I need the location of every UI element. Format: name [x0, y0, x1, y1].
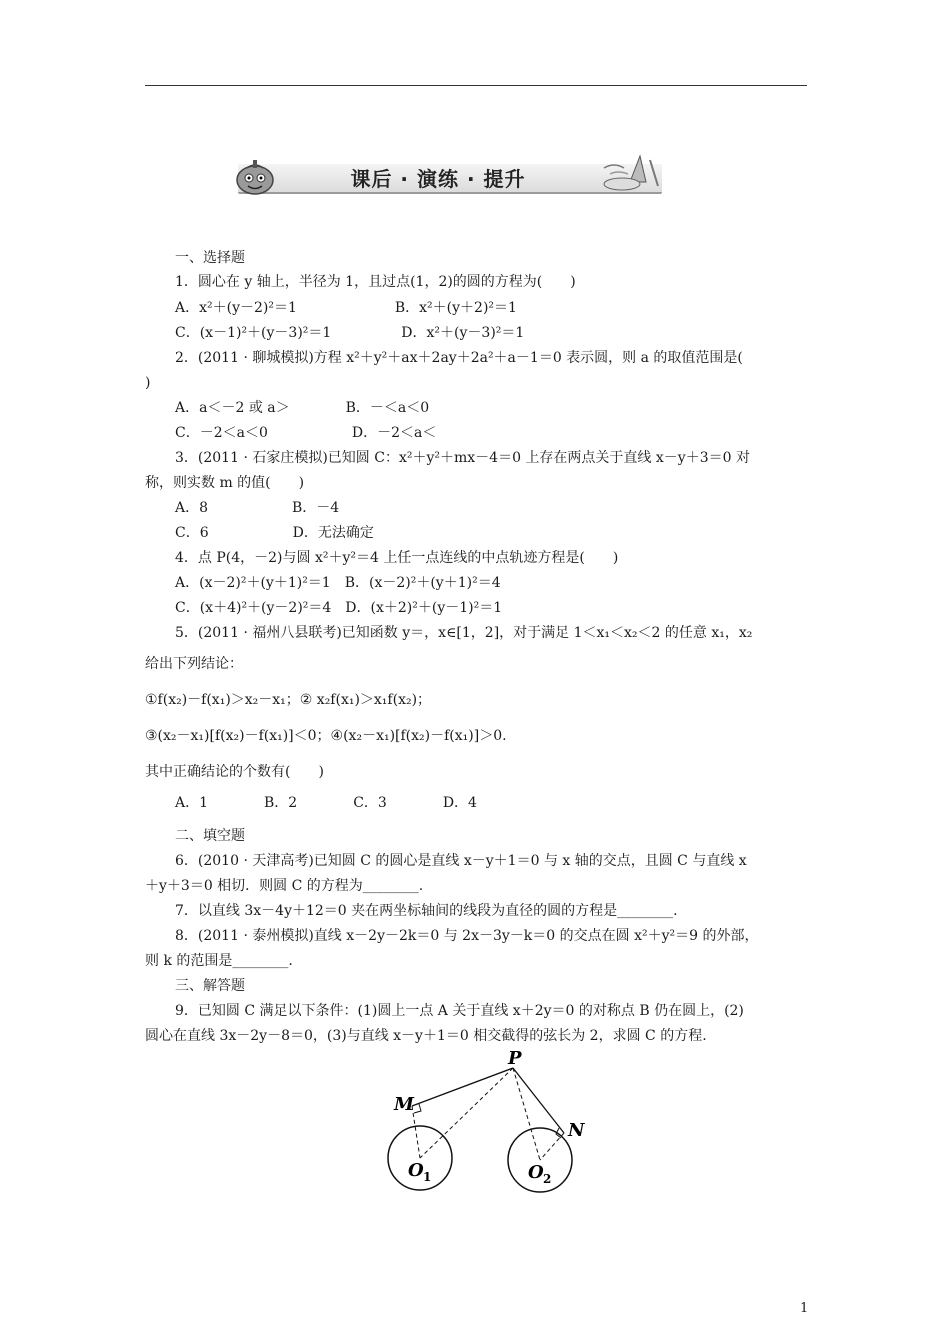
text-line: 一、选择题 — [175, 250, 245, 266]
page-number: 1 — [800, 1301, 809, 1316]
text-line: ①f(x₂)－f(x₁)＞x₂－x₁；② x₂f(x₁)＞x₁f(x₂)； — [145, 692, 432, 708]
text-line: C．6 D．无法确定 — [175, 525, 374, 541]
text-line: 给出下列结论： — [145, 656, 243, 672]
text-line: A．a＜－2 或 a＞ B．－＜a＜0 — [175, 400, 430, 416]
section-banner — [228, 152, 664, 198]
text-line: 7．以直线 3x－4y＋12＝0 夹在两坐标轴间的线段为直径的圆的方程是________. — [175, 903, 678, 919]
label-M: M — [394, 1094, 414, 1115]
text-line: 3．(2011 · 石家庄模拟)已知圆 C：x²＋y²＋mx－4＝0 上存在两点关于直线 x－y＋3＝0 对 — [175, 450, 750, 466]
line-PO2 — [513, 1068, 540, 1160]
text-line: 三、解答题 — [175, 978, 245, 994]
text-line: C．－2＜a＜0 D．－2＜a＜ — [175, 425, 437, 441]
two-circles-tangent-figure — [380, 1048, 590, 1198]
text-line: 圆心在直线 3x－2y－8＝0，(3)与直线 x－y＋1＝0 相交截得的弦长为 2，求圆 C 的方程. — [145, 1028, 707, 1044]
label-P: P — [508, 1048, 522, 1069]
label-N: N — [568, 1120, 585, 1141]
text-line: 2．(2011 · 聊城模拟)方程 x²＋y²＋ax＋2ay＋2a²＋a－1＝0 表示圆，则 a 的取值范围是( — [175, 350, 743, 366]
label-O2: O — [528, 1162, 544, 1183]
line-PO1 — [420, 1068, 513, 1158]
text-line: 1．圆心在 y 轴上，半径为 1，且过点(1，2)的圆的方程为( ) — [175, 274, 576, 290]
text-line: 称，则实数 m 的值( ) — [145, 475, 305, 491]
line-PM — [412, 1068, 513, 1106]
text-line: 8．(2011 · 泰州模拟)直线 x－2y－2k＝0 与 2x－3y－k＝0 的交点在圆 x²＋y²＝9 的外部， — [175, 928, 759, 944]
text-line: C．(x＋4)²＋(y－2)²＝4 D．(x＋2)²＋(y－1)²＝1 — [175, 600, 503, 616]
text-line: 4．点 P(4，－2)与圆 x²＋y²＝4 上任一点连线的中点轨迹方程是( ) — [175, 550, 619, 566]
text-line: C．(x－1)²＋(y－3)²＝1 D．x²＋(y－3)²＝1 — [175, 325, 525, 341]
label-O1: O — [408, 1160, 424, 1181]
label-O1-subscript: 1 — [423, 1170, 432, 1184]
text-line: A．1 B．2 C．3 D．4 — [175, 795, 477, 811]
label-O2-subscript: 2 — [543, 1172, 552, 1186]
text-line: 则 k 的范围是________. — [145, 953, 293, 969]
text-line: ＋y＋3＝0 相切．则圆 C 的方程为________. — [145, 878, 424, 894]
banner-title: 课后 · 演练 · 提升 — [350, 167, 526, 191]
text-line: A．x²＋(y－2)²＝1 B．x²＋(y＋2)²＝1 — [175, 300, 517, 316]
text-line: ) — [145, 375, 151, 391]
pumpkin-clock-icon — [233, 156, 277, 196]
line-PN — [513, 1068, 564, 1133]
text-line: 6．(2010 · 天津高考)已知圆 C 的圆心是直线 x－y＋1＝0 与 x 轴的交点，且圆 C 与直线 x — [175, 853, 747, 869]
text-line: ③(x₂－x₁)[f(x₂)－f(x₁)]＜0；④(x₂－x₁)[f(x₂)－f(x₁)]＞0. — [145, 728, 507, 744]
text-line: 5．(2011 · 福州八县联考)已知函数 y＝，x∈[1，2]，对于满足 1＜x₁＜x₂＜2 的任意 x₁，x₂ — [175, 625, 753, 641]
reading-scene-icon — [600, 152, 662, 196]
text-line: 其中正确结论的个数有( ) — [145, 764, 324, 780]
text-line: 9．已知圆 C 满足以下条件：(1)圆上一点 A 关于直线 x＋2y＝0 的对称点 B 仍在圆上，(2) — [175, 1003, 744, 1019]
text-line: A．8 B．－4 — [175, 500, 340, 516]
text-line: A．(x－2)²＋(y＋1)²＝1 B．(x－2)²＋(y＋1)²＝4 — [175, 575, 501, 591]
text-line: 二、填空题 — [175, 828, 245, 844]
header-rule — [145, 85, 807, 86]
